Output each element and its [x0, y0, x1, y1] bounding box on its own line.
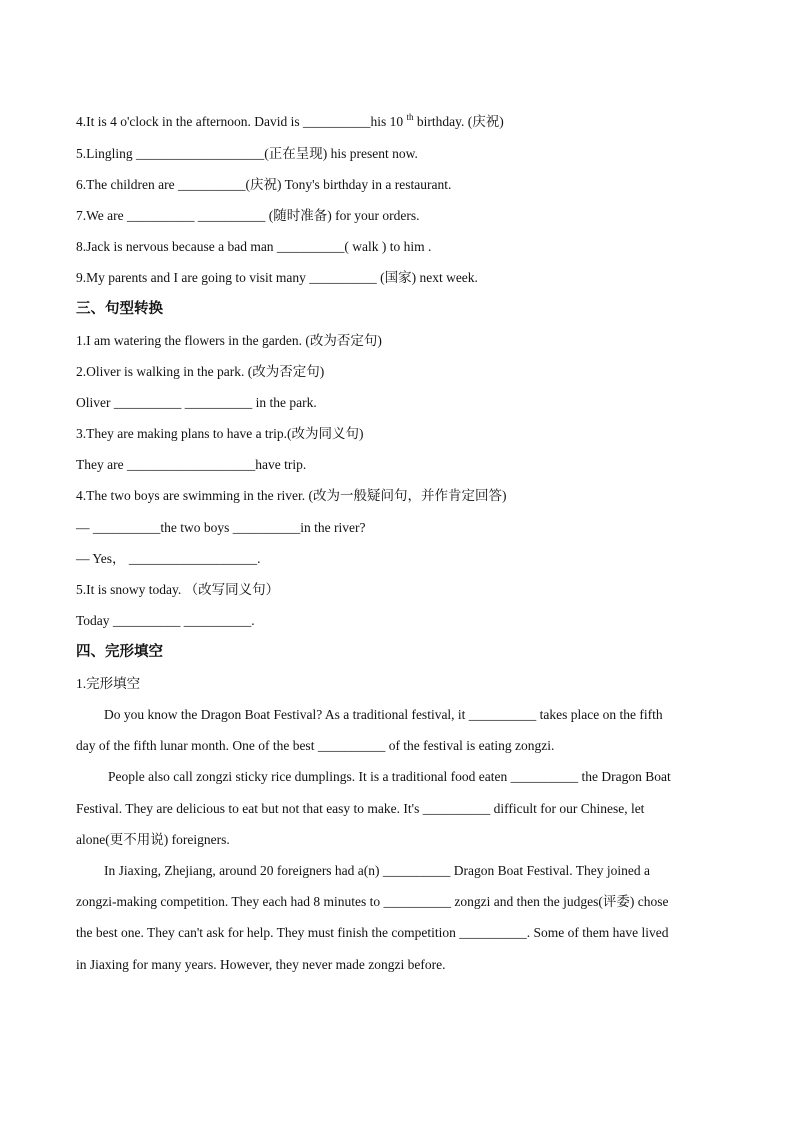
cloze-paragraph-3-line-1: In Jiaxing, Zhejiang, around 20 foreigners had a(n) __________ Dragon Boat Festival. They joined a: [104, 863, 650, 878]
cloze-paragraph-3-line-3: the best one. They can't ask for help. They must finish the competition __________. Some of them have lived: [76, 925, 669, 940]
section-4-heading: 四、完形填空: [76, 644, 163, 660]
transform-2-answer: Oliver __________ __________ in the park.: [76, 395, 317, 410]
question-6-fill: 6.The children are __________(庆祝) Tony's birthday in a restaurant.: [76, 177, 452, 192]
cloze-paragraph-1-line-2: day of the fifth lunar month. One of the best __________ of the festival is eating zongzi.: [76, 738, 555, 753]
question-4-text: 4.It is 4 o'clock in the afternoon. David is __________his 10: [76, 114, 407, 129]
transform-3-answer: They are ___________________have trip.: [76, 457, 307, 472]
transform-4-answer: — Yes， ___________________.: [76, 551, 261, 566]
transform-5-answer: Today __________ __________.: [76, 613, 255, 628]
transform-3: 3.They are making plans to have a trip.(改为同义句): [76, 426, 364, 441]
cloze-paragraph-2-line-2: Festival. They are delicious to eat but not that easy to make. It's __________ difficult for our Chinese, let: [76, 801, 645, 816]
transform-1: 1.I am watering the flowers in the garden. (改为否定句): [76, 333, 382, 348]
question-7-fill: 7.We are __________ __________ (随时准备) for your orders.: [76, 208, 420, 223]
transform-4-question: — __________the two boys __________in the river?: [76, 520, 366, 535]
transform-2: 2.Oliver is walking in the park. (改为否定句): [76, 364, 325, 379]
cloze-paragraph-2-line-1: People also call zongzi sticky rice dumplings. It is a traditional food eaten __________ the Dragon Boat: [108, 769, 671, 784]
cloze-title: 1.完形填空: [76, 676, 141, 691]
question-4-fill: [76, 108, 714, 131]
cloze-paragraph-3-line-4: in Jiaxing for many years. However, they never made zongzi before.: [76, 957, 446, 972]
section-3-heading: 三、句型转换: [76, 301, 163, 317]
cloze-paragraph-3-line-2: zongzi-making competition. They each had 8 minutes to __________ zongzi and then the judges(评委) chose: [76, 894, 669, 909]
question-9-fill: 9.My parents and I are going to visit many __________ (国家) next week.: [76, 270, 478, 285]
question-8-fill: 8.Jack is nervous because a bad man __________( walk ) to him .: [76, 239, 432, 254]
cloze-paragraph-1-line-1: Do you know the Dragon Boat Festival? As a traditional festival, it __________ takes place on the fifth: [104, 707, 663, 722]
cloze-paragraph-2-line-3: alone(更不用说) foreigners.: [76, 832, 230, 847]
superscript-th: th: [406, 112, 414, 122]
question-5-fill: 5.Lingling ___________________(正在呈现) his present now.: [76, 146, 418, 161]
question-4-hint: birthday. (庆祝): [413, 114, 504, 129]
transform-4: 4.The two boys are swimming in the river. (改为一般疑问句，并作肯定回答): [76, 488, 507, 503]
transform-5: 5.It is snowy today. （改写同义句）: [76, 582, 280, 597]
